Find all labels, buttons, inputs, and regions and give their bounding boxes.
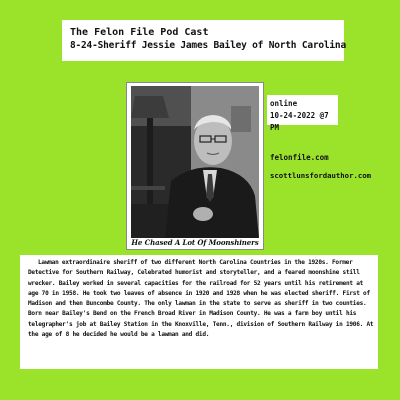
- title-box: [62, 20, 344, 61]
- online-label: online: [270, 99, 298, 108]
- photo-caption: He Chased A Lot Of Moonshiners: [131, 238, 259, 247]
- bio-text: Lawman extraordinaire sheriff of two different North Carolina Countries in the 1920s. Former Detective for Southern Railway, Celebrated humorist and storyteller, and a feared moonshine still wrecker. Bailey worked in several capacities for the railroad for 52 years until his retirement at age 70 in 1958. He took two leaves of absence in 1920 and 1928 when he was elected sheriff. First of Madison and then Buncombe County. The only lawman in the state to serve as sheriff in two counties. Born near Bailey's Bend on the French Broad River in Madison County. He was a farm boy until his telegrapher's job at Bailey Station in the Knoxville, Tenn., division of Southern Railway in 1906. At the age of 8 he decided he would be a lawman and did.: [28, 259, 374, 339]
- felonfile-link[interactable]: felonfile.com: [270, 153, 329, 162]
- podcast-title: The Felon File Pod Cast: [70, 27, 209, 38]
- bio-box: [20, 255, 378, 369]
- sheriff-photo: [131, 86, 259, 238]
- author-site-link[interactable]: scottlunsfordauthor.com: [270, 171, 372, 180]
- episode-title: 8-24-Sheriff Jessie James Bailey of North Carolina: [70, 40, 346, 51]
- air-date-time: 10-24-2022 @7 PM: [270, 111, 329, 132]
- schedule-box: [267, 95, 338, 132]
- photo-frame: [126, 82, 264, 250]
